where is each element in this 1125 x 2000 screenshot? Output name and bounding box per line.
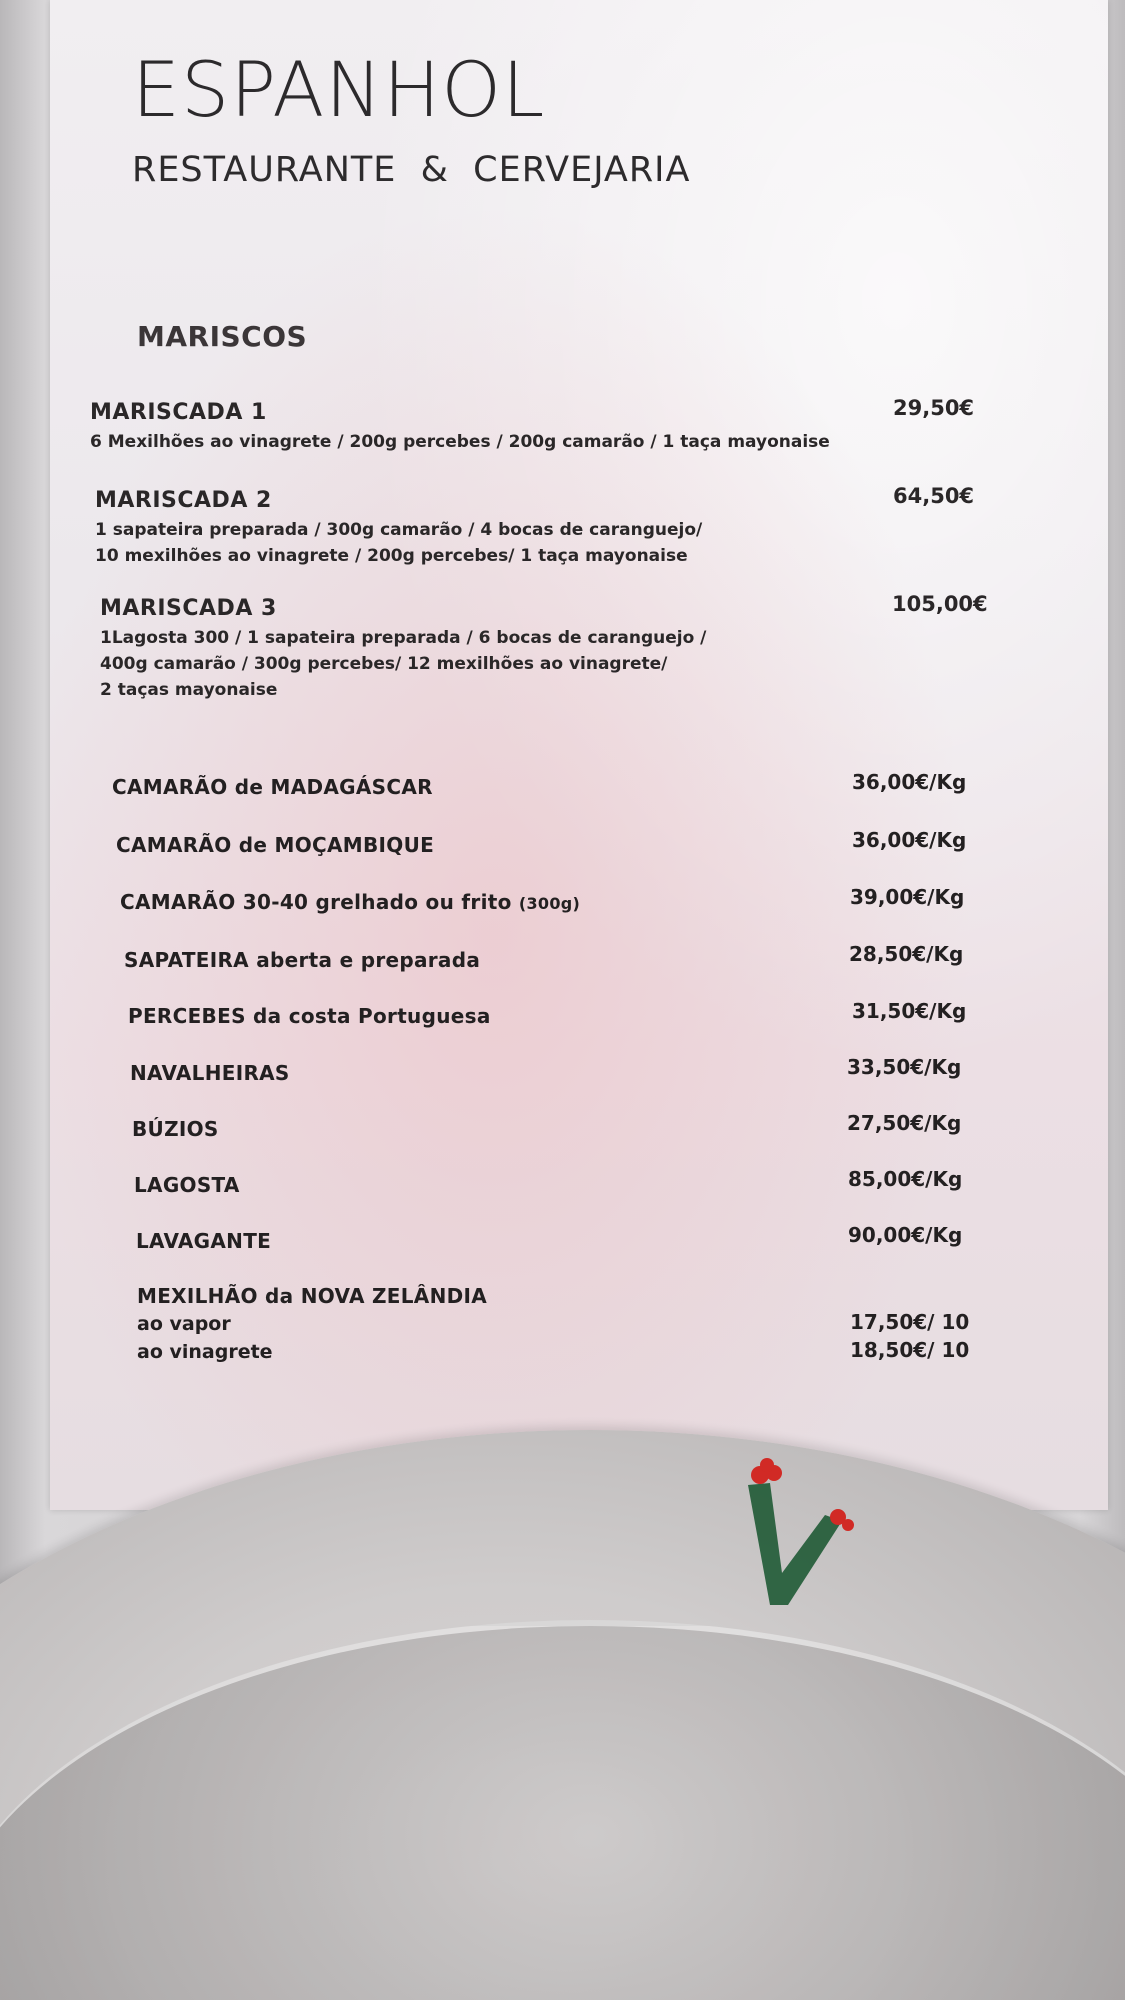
- platter-description: [95, 517, 995, 569]
- platter-2: [95, 484, 995, 569]
- item-name: SAPATEIRA aberta e preparada: [124, 948, 481, 972]
- menu-item-percebes: [128, 1004, 491, 1028]
- menu-item-lagosta: [134, 1173, 240, 1197]
- menu-item-mocambique: [116, 833, 434, 857]
- brand-subtitle: RESTAURANTE & CERVEJARIA: [132, 150, 691, 190]
- item-price: 36,00€/Kg: [852, 828, 967, 852]
- menu-item-navalheiras: [130, 1061, 290, 1085]
- menu-item-mexilhao: [137, 1284, 487, 1308]
- flower-stem-icon: [730, 1455, 870, 1615]
- mussel-option-price: 17,50€/ 10: [850, 1310, 970, 1334]
- mussel-option-price: 18,50€/ 10: [850, 1338, 970, 1362]
- platter-description: [90, 429, 990, 455]
- item-price: 36,00€/Kg: [852, 770, 967, 794]
- item-price: 85,00€/Kg: [848, 1167, 963, 1191]
- platter-desc-line: 1 sapateira preparada / 300g camarão / 4 bocas de caranguejo/: [95, 520, 703, 540]
- item-name: LAVAGANTE: [136, 1229, 272, 1253]
- brand-title: ESPANHOL: [132, 45, 546, 134]
- item-name: NAVALHEIRAS: [130, 1061, 290, 1085]
- section-title: MARISCOS: [137, 320, 308, 353]
- item-name: CAMARÃO 30-40 grelhado ou frito: [120, 890, 512, 914]
- item-name: CAMARÃO de MOÇAMBIQUE: [116, 833, 435, 857]
- mussel-option-label: ao vapor: [137, 1313, 231, 1335]
- item-note: (300g): [518, 894, 581, 913]
- item-name: LAGOSTA: [134, 1173, 240, 1197]
- item-price: 90,00€/Kg: [848, 1223, 963, 1247]
- platter-desc-line: 1Lagosta 300 / 1 sapateira preparada / 6 bocas de caranguejo /: [100, 628, 707, 648]
- menu-item-madagascar: [112, 775, 433, 799]
- platter-name: MARISCADA 2: [95, 488, 272, 513]
- platter-3: [100, 592, 1000, 703]
- platter-price: 29,50€: [893, 396, 975, 420]
- item-price: 39,00€/Kg: [850, 885, 965, 909]
- item-price: 27,50€/Kg: [847, 1111, 962, 1135]
- menu-sheet: [50, 0, 1108, 1510]
- item-name: BÚZIOS: [132, 1117, 219, 1141]
- platter-price: 105,00€: [892, 592, 988, 616]
- item-name: MEXILHÃO da NOVA ZELÂNDIA: [137, 1284, 488, 1308]
- item-name: CAMARÃO de MADAGÁSCAR: [112, 775, 433, 799]
- platter-1: [90, 396, 990, 455]
- menu-item-lavagante: [136, 1229, 271, 1253]
- platter-description: [100, 625, 1000, 703]
- platter-desc-line: 10 mexilhões ao vinagrete / 200g percebes/ 1 taça mayonaise: [95, 546, 688, 566]
- menu-item-buzios: [132, 1117, 219, 1141]
- platter-name: MARISCADA 1: [90, 400, 267, 425]
- platter-name: MARISCADA 3: [100, 596, 277, 621]
- menu-item-camarao-30-40: [120, 890, 580, 914]
- item-price: 31,50€/Kg: [852, 999, 967, 1023]
- item-name: PERCEBES da costa Portuguesa: [128, 1004, 491, 1028]
- platter-desc-line: 6 Mexilhões ao vinagrete / 200g percebes / 200g camarão / 1 taça mayonaise: [90, 432, 830, 452]
- mussel-option-label: ao vinagrete: [137, 1341, 273, 1363]
- item-price: 33,50€/Kg: [847, 1055, 962, 1079]
- platter-desc-line: 400g camarão / 300g percebes/ 12 mexilhões ao vinagrete/: [100, 654, 668, 674]
- platter-price: 64,50€: [893, 484, 975, 508]
- item-price: 28,50€/Kg: [849, 942, 964, 966]
- menu-item-sapateira: [124, 948, 480, 972]
- platter-desc-line: 2 taças mayonaise: [100, 680, 278, 700]
